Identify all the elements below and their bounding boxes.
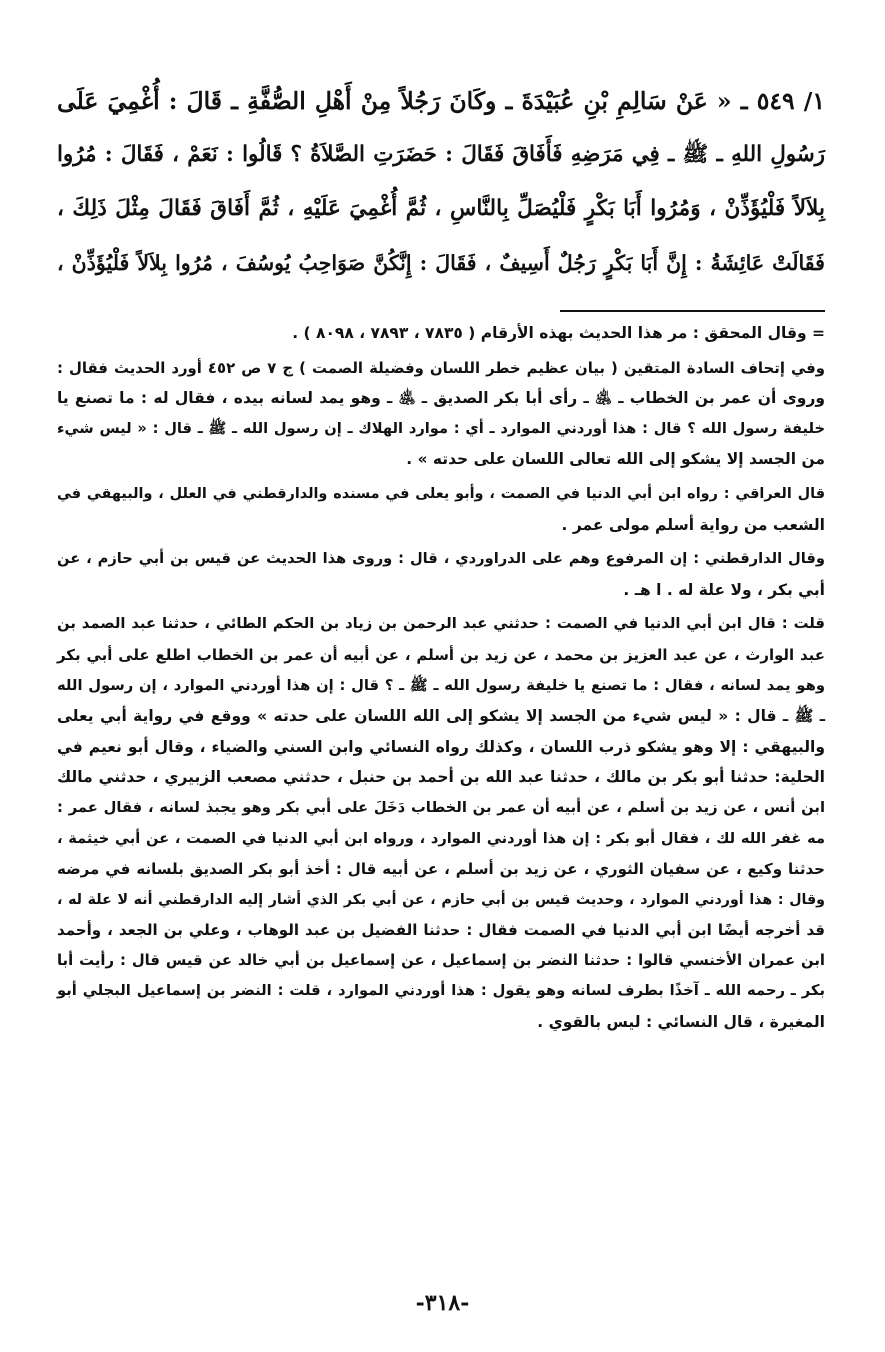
footnote-line: وهو يمد لسانه ، فقال : ما تصنع يا خليفة رسول الله ـ ﷺ ـ ؟ قال : إن هذا أوردني الموارد ، إن رسول الله (57, 676, 825, 694)
footnote-line: الحلية: حدثنا أبو بكر بن مالك ، حدثنا عبد الله بن أحمد بن حنبل ، حدثني مصعب الزبيري ، حدثني مالك (57, 768, 825, 787)
page-number: -٣١٨- (415, 1290, 470, 1316)
footnote-line: ابن أنس ، عن زيد بن أسلم ، عن أبيه أن عمر بن الخطاب دَخَلَ على أبي بكر وهو يجبذ لسانه ، فقال عمر : (57, 798, 825, 816)
footnote-line: الشعب من رواية أسلم مولى عمر . (561, 515, 825, 534)
footnote-line: قد أخرجه أيضًا ابن أبي الدنيا في الصمت فقال : حدثنا الفضيل بن عبد الوهاب ، وعلي بن الجعد ، وأحمد (57, 921, 825, 940)
hadith-main-text (57, 74, 825, 290)
footnote-line: والبيهقي : إلا وهو يشكو ذرب اللسان ، وكذلك رواه النسائي وابن السني والضياء ، وقال أبو نعيم في (57, 737, 825, 756)
footnote-line: بكر ـ رحمه الله ـ آخذًا بطرف لسانه وهو يقول : هذا أوردني الموارد ، قلت : النضر بن إسماعيل البجلي أبو (57, 982, 825, 1000)
footnote-line: عبد الوارث ، عن عبد العزيز بن محمد ، عن زيد بن أسلم ، عن أبيه أن عمر بن الخطاب اطلع على أبي بكر (57, 645, 825, 664)
footnote-line: = وقال المحقق : مر هذا الحديث بهذه الأرقام ( ٧٨٣٥ ، ٧٨٩٣ ، ٨٠٩٨ ) . (292, 324, 825, 342)
footnote-paragraph (57, 318, 825, 349)
footnote-line: خليفة رسول الله ؟ قال : هذا أوردني الموارد ـ أي : موارد الهلاك ـ إن رسول الله ـ ﷺ ـ قال : « ليس شيء (57, 419, 825, 437)
footnote-line: قال العراقي : رواه ابن أبي الدنيا في الصمت ، وأبو يعلى في مسنده والدارقطني في العلل ، والبيهقي في (57, 485, 825, 502)
footnote-paragraph (57, 609, 825, 1037)
hadith-line: رَسُولِ اللهِ ـ ﷺ ـ فِي مَرَضِهِ فَأَفَاقَ فَقَالَ : حَضَرَتِ الصَّلاَةُ ؟ قَالُوا : نَعَمْ ، فَقَالَ : مُرُوا (57, 142, 825, 167)
footnote-line: مه غفر الله لك ، فقال أبو بكر : إن هذا أوردني الموارد ، ورواه ابن أبي الدنيا في الصمت ، عن أبي خيثمة ، (57, 829, 825, 847)
footnote-paragraph (57, 544, 825, 605)
footnote-line: المغيرة ، قال النسائي : ليس بالقوي . (537, 1013, 825, 1032)
footnote-line: ـ ﷺ ـ قال : « ليس شيء من الجسد إلا يشكو إلى الله اللسان على حدته » ووقع في رواية أبي يعلى (57, 707, 825, 726)
footnote-separator (560, 310, 825, 312)
footnote-paragraph (57, 353, 825, 475)
footnote-paragraph (57, 479, 825, 540)
hadith-line: بِلاَلاً فَلْيُؤَذِّنْ ، وَمُرُوا أَبَا بَكْرٍ فَلْيُصَلِّ بِالنَّاسِ ، ثُمَّ أُغْمِيَ عَلَيْهِ ، ثُمَّ أَفَاقَ فَقَالَ مِثْلَ ذَلِكَ ، (57, 196, 825, 221)
footnote-line: وقال : هذا أوردني الموارد ، وحديث قيس بن أبي حازم ، عن أبي بكر الذي أشار إليه الدارقطني أنه لا علة له ، (57, 891, 825, 908)
footnotes (57, 318, 825, 1042)
footnote-line: وفي إتحاف السادة المتقين ( بيان عظيم خطر اللسان وفضيلة الصمت ) ج ٧ ص ٤٥٢ أورد الحديث فقال : (57, 358, 825, 377)
hadith-line: ١/ ٥٤٩ ـ « عَنْ سَالِمِ بْنِ عُبَيْدَةَ ـ وكَانَ رَجُلاً مِنْ أَهْلِ الصُّفَّةِ ـ قَالَ : أُغْمِيَ عَلَى (57, 87, 825, 115)
footnote-line: ابن عمران الأخنسي قالوا : حدثنا النضر بن إسماعيل ، عن إسماعيل بن أبي خالد عن قيس قال : رأيت أبا (57, 951, 825, 969)
footnote-line: وقال الدارقطني : إن المرفوع وهم على الدراوردي ، قال : وروى هذا الحديث عن قيس بن أبي حازم ، عن (57, 550, 825, 568)
footnote-line: أبي بكر ، ولا علة له . ا هـ . (623, 580, 825, 599)
hadith-line: فَقَالَتْ عَائِشَةُ : إِنَّ أَبَا بَكْرٍ رَجُلٌ أَسِيفٌ ، فَقَالَ : إِنَّكُنَّ صَوَاحِبُ يُوسُفَ ، مُرُوا بِلاَلاً فَلْيُؤَذِّنْ ، (57, 251, 825, 275)
footnote-line: قلت : قال ابن أبي الدنيا في الصمت : حدثني عبد الرحمن بن زياد بن الحكم الطائي ، حدثنا عبد الصمد بن (57, 615, 825, 633)
footnote-line: حدثنا وكيع ، عن سفيان الثوري ، عن زيد بن أسلم ، عن أبيه قال : أخذ أبو بكر الصديق بلسانه في مرضه (57, 860, 825, 879)
footnote-line: من الجسد إلا يشكو إلى الله تعالى اللسان على حدته » . (406, 450, 825, 469)
footnote-line: وروى أن عمر بن الخطاب ـ ﵁ ـ رأى أبا بكر الصديق ـ ﵁ ـ وهو يمد لسانه بيده ، فقال له : ما تصنع يا (57, 389, 825, 408)
